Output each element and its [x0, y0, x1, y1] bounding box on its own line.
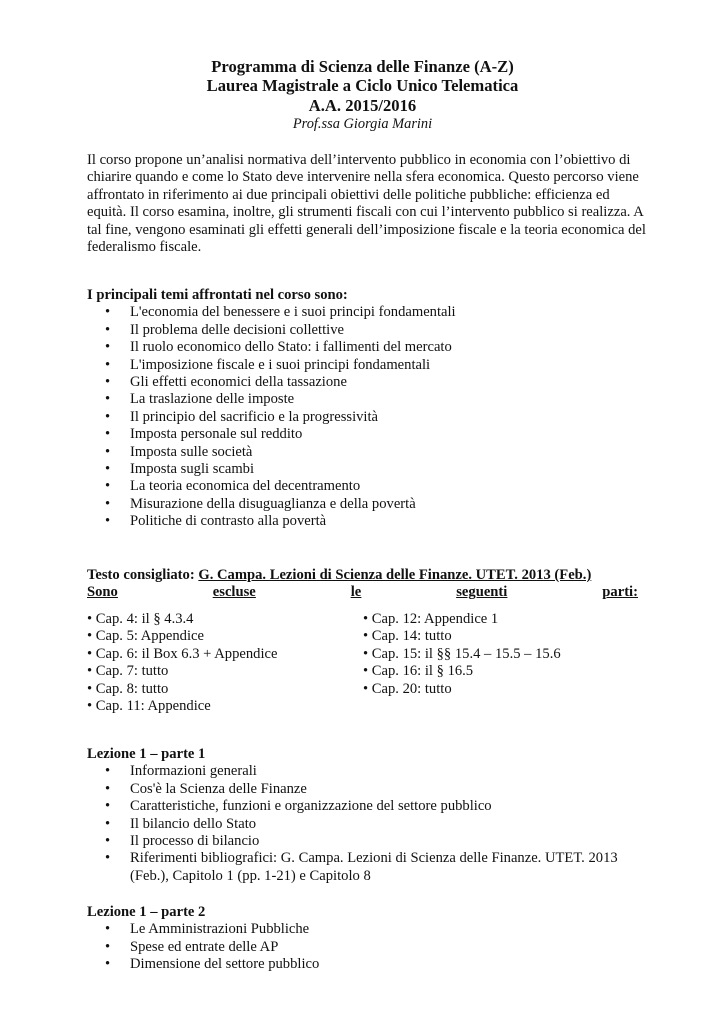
list-item: • Dimensione del settore pubblico	[105, 956, 320, 973]
list-item: • Cap. 14: tutto	[363, 628, 452, 645]
bullet-icon: •	[105, 798, 111, 815]
bullet-icon: •	[105, 356, 111, 373]
topics-list	[87, 304, 647, 530]
list-item: • Cap. 5: Appendice	[87, 628, 204, 645]
list-item: • Riferimenti bibliografici: G. Campa. Lezioni di Scienza delle Finanze. UTET. 2013 (Feb.), Capitolo 1 (pp. 1-21) e Capitolo 8	[105, 850, 618, 884]
list-item: • Cap. 15: il §§ 15.4 – 15.5 – 15.6	[363, 645, 561, 662]
bullet-icon: •	[105, 426, 111, 443]
excluded-parts-line	[87, 584, 638, 601]
bullet-icon: •	[105, 391, 111, 408]
list-item: • Imposta sugli scambi	[105, 461, 255, 478]
list-item: • La teoria economica del decentramento	[105, 478, 361, 495]
lesson1-part2-section	[87, 904, 647, 974]
list-item: • L'economia del benessere e i suoi principi fondamentali	[105, 304, 456, 321]
lesson-list	[87, 763, 647, 885]
bullet-icon: •	[105, 461, 111, 478]
bullet-icon: •	[105, 495, 111, 512]
textbook-label: Testo consigliato:	[87, 567, 195, 583]
bullet-icon: •	[105, 513, 111, 530]
bullet-icon: •	[105, 956, 111, 973]
excluded-word: parti:	[602, 584, 638, 601]
lesson-heading: Lezione 1 – parte 1	[87, 746, 206, 762]
bullet-icon: •	[105, 408, 111, 425]
bullet-icon: •	[105, 763, 111, 780]
topics-heading: I principali temi affrontati nel corso sono:	[87, 287, 348, 303]
list-item: • Cap. 20: tutto	[363, 680, 452, 697]
excluded-word: escluse	[212, 584, 256, 601]
textbook-title: G. Campa. Lezioni di Scienza delle Finanze. UTET. 2013 (Feb.)	[198, 567, 592, 583]
lesson-list	[87, 921, 647, 973]
bullet-icon: •	[105, 833, 111, 850]
course-title: Programma di Scienza delle Finanze (A-Z)	[211, 57, 514, 76]
list-item: • L'imposizione fiscale e i suoi principi fondamentali	[105, 356, 431, 373]
bullet-icon: •	[105, 339, 111, 356]
list-item: • Cap. 11: Appendice	[87, 698, 211, 715]
intro-paragraph: Il corso propone un’analisi normativa dell’intervento pubblico in economia con l’obiettivo di chiarire quando e come lo Stato deve intervenire nella sfera economica. Questo percorso viene affrontato in riferimento ai due principali obiettivi delle politiche pubbliche: efficienza ed equità. Il corso esamina, inoltre, gli strumenti fiscali con cui l’intervento pubblico si realizza. A tal fine, vengono esaminati gli effetti generali dell’imposizione fiscale e la teoria economica del federalismo fiscale.	[87, 152, 646, 256]
list-item: • La traslazione delle imposte	[105, 391, 295, 408]
list-item: • Il principio del sacrificio e la progressività	[105, 408, 379, 425]
list-item: • Spese ed entrate delle AP	[105, 938, 279, 955]
list-item: • Caratteristiche, funzioni e organizzazione del settore pubblico	[105, 798, 492, 815]
excluded-word: Sono	[87, 584, 118, 601]
academic-year: A.A. 2015/2016	[308, 95, 417, 115]
bullet-icon: •	[105, 850, 111, 867]
bullet-icon: •	[105, 921, 111, 938]
excluded-word: seguenti	[456, 584, 508, 601]
excluded-left-column	[87, 611, 277, 715]
bullet-icon: •	[105, 780, 111, 797]
list-item: • Cos'è la Scienza delle Finanze	[105, 780, 307, 797]
bullet-icon: •	[105, 938, 111, 955]
list-item: • Cap. 8: tutto	[87, 680, 169, 697]
list-item: • Il processo di bilancio	[105, 833, 260, 850]
list-item: • Il bilancio dello Stato	[105, 815, 257, 832]
bullet-icon: •	[105, 815, 111, 832]
document-header	[0, 57, 725, 133]
list-item: • Imposta personale sul reddito	[105, 426, 303, 443]
list-item: • Cap. 12: Appendice 1	[363, 611, 499, 627]
list-item: • Cap. 6: il Box 6.3 + Appendice	[87, 645, 278, 662]
bullet-icon: •	[105, 374, 111, 391]
list-item: • Informazioni generali	[105, 763, 257, 780]
degree-title: Laurea Magistrale a Ciclo Unico Telematica	[206, 76, 519, 96]
list-item: • Misurazione della disuguaglianza e della povertà	[105, 495, 416, 512]
list-item: • Il ruolo economico dello Stato: i fallimenti del mercato	[105, 339, 452, 356]
textbook-section	[87, 567, 647, 602]
list-item: • Le Amministrazioni Pubbliche	[105, 921, 310, 938]
textbook-line	[87, 567, 647, 584]
bullet-icon: •	[105, 443, 111, 460]
list-item: • Politiche di contrasto alla povertà	[105, 513, 327, 530]
list-item: • Cap. 7: tutto	[87, 663, 169, 680]
bullet-icon: •	[105, 304, 111, 321]
list-item: • Cap. 4: il § 4.3.4	[87, 611, 194, 627]
professor-name: Prof.ssa Giorgia Marini	[292, 116, 433, 133]
list-item: • Gli effetti economici della tassazione	[105, 374, 347, 391]
bullet-icon: •	[105, 321, 111, 338]
excluded-right-column	[363, 611, 561, 698]
list-item: • Cap. 16: il § 16.5	[363, 663, 474, 680]
list-item: • Imposta sulle società	[105, 443, 253, 460]
list-item: • Il problema delle decisioni collettive	[105, 321, 344, 338]
lesson-heading: Lezione 1 – parte 2	[87, 904, 206, 920]
lesson1-part1-section	[87, 746, 647, 885]
topics-section	[87, 287, 647, 531]
excluded-word: le	[350, 584, 362, 601]
bullet-icon: •	[105, 478, 111, 495]
